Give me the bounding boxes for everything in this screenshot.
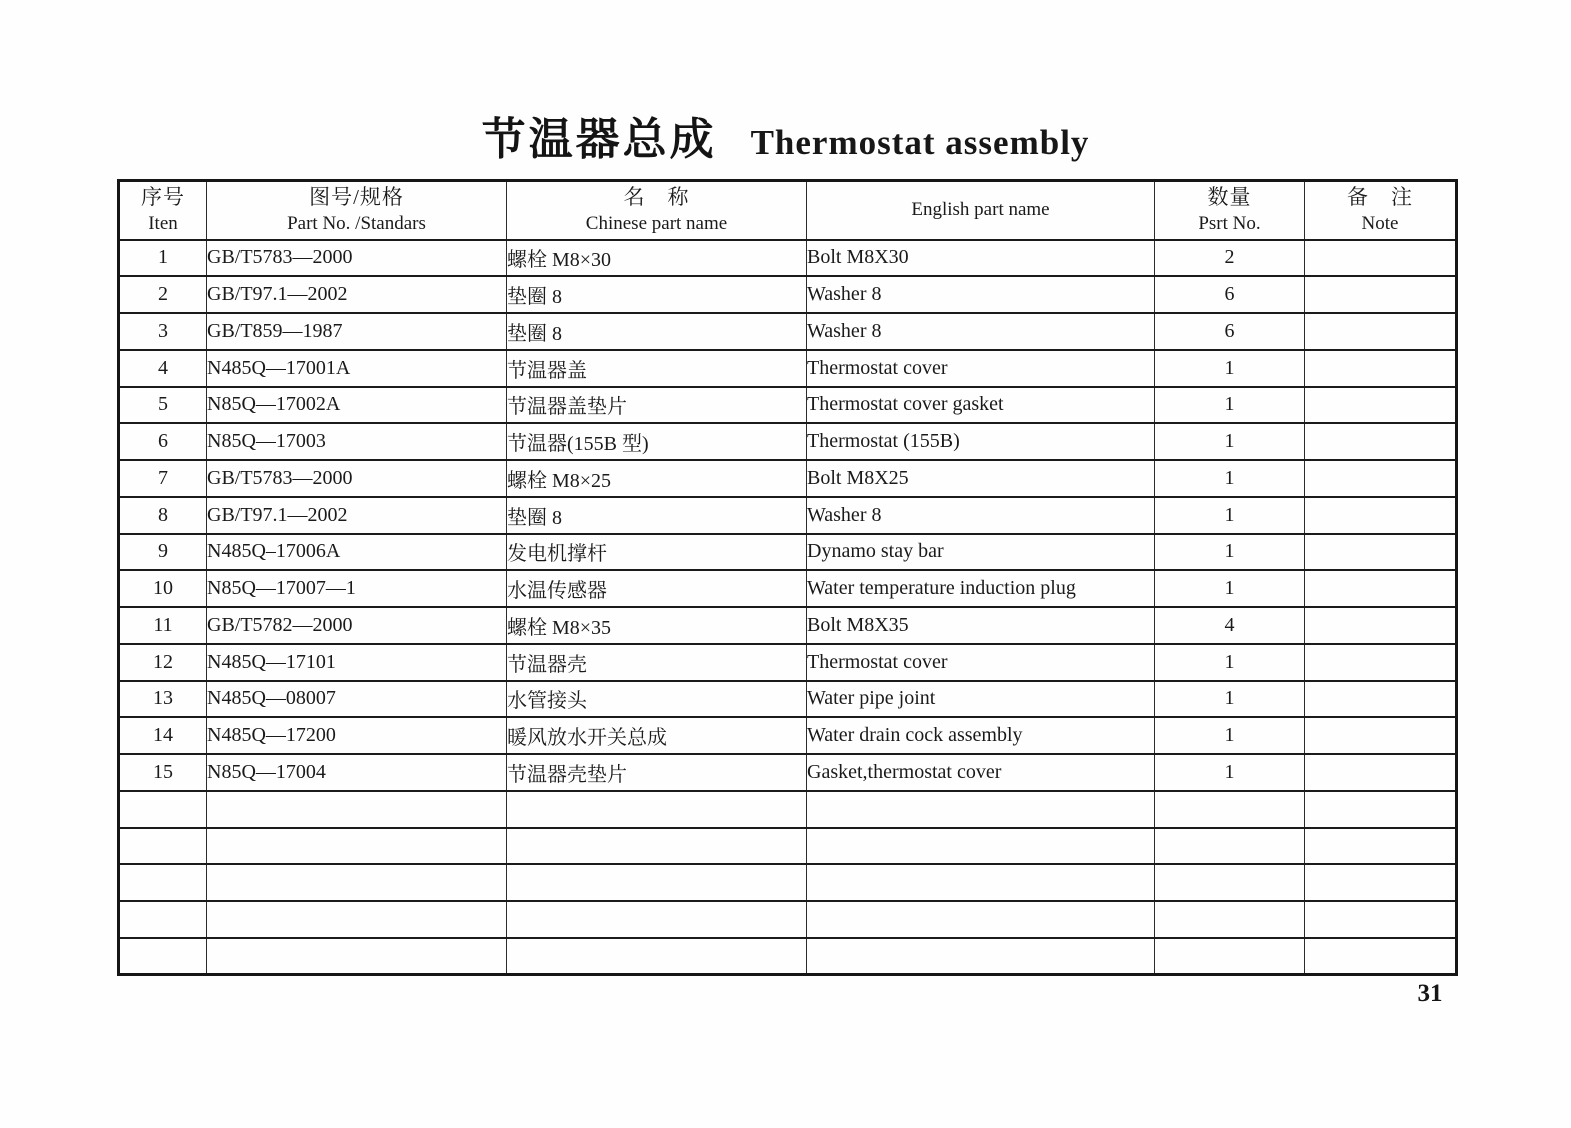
cell-chinese-name: 螺栓 M8×25: [507, 460, 807, 497]
cell-qty: 1: [1155, 350, 1305, 387]
cell-part-no: GB/T5783—2000: [207, 460, 507, 497]
page-title: [0, 115, 1571, 164]
cell-english-name: Dynamo stay bar: [807, 534, 1155, 571]
header-english-name: [807, 181, 1155, 240]
cell-english-name: Thermostat cover gasket: [807, 387, 1155, 424]
header-chinese-name-cn: 名 称: [623, 185, 690, 210]
cell-chinese-name: 节温器盖垫片: [507, 387, 807, 424]
cell-english-name: [807, 938, 1155, 975]
cell-chinese-name: 节温器(155B 型): [507, 423, 807, 460]
cell-english-name: Bolt M8X25: [807, 460, 1155, 497]
cell-note: [1305, 350, 1457, 387]
cell-note: [1305, 276, 1457, 313]
cell-chinese-name: 螺栓 M8×30: [507, 240, 807, 277]
cell-english-name: Water temperature induction plug: [807, 570, 1155, 607]
header-qty-en: Psrt No.: [1198, 212, 1261, 234]
header-part-no-en: Part No. /Standars: [287, 212, 426, 234]
cell-qty: 2: [1155, 240, 1305, 277]
header-row: [119, 181, 1457, 240]
table-row: [119, 570, 1457, 607]
header-note-en: Note: [1361, 212, 1399, 234]
cell-english-name: Bolt M8X35: [807, 607, 1155, 644]
cell-part-no: [207, 864, 507, 901]
cell-qty: [1155, 901, 1305, 938]
cell-item: 8: [119, 497, 207, 534]
cell-qty: 6: [1155, 313, 1305, 350]
table-header: [119, 181, 1457, 240]
header-item-cn: 序号: [141, 185, 185, 210]
table-row: [119, 240, 1457, 277]
cell-item: 5: [119, 387, 207, 424]
cell-english-name: Water pipe joint: [807, 681, 1155, 718]
table-row: [119, 497, 1457, 534]
cell-item: 10: [119, 570, 207, 607]
cell-chinese-name: [507, 791, 807, 828]
header-note-cn: 备 注: [1347, 185, 1413, 210]
cell-note: [1305, 681, 1457, 718]
cell-item: 3: [119, 313, 207, 350]
table-row: [119, 423, 1457, 460]
cell-part-no: N85Q—17003: [207, 423, 507, 460]
cell-note: [1305, 938, 1457, 975]
table-body: [119, 240, 1457, 975]
cell-qty: [1155, 864, 1305, 901]
cell-part-no: [207, 828, 507, 865]
cell-chinese-name: [507, 901, 807, 938]
table-row: [119, 754, 1457, 791]
cell-english-name: [807, 864, 1155, 901]
cell-part-no: [207, 901, 507, 938]
table-row: [119, 313, 1457, 350]
header-qty-cn: 数量: [1207, 185, 1252, 210]
header-part-no-cn: 图号/规格: [309, 185, 404, 210]
cell-note: [1305, 791, 1457, 828]
table-row-empty: [119, 901, 1457, 938]
cell-english-name: Water drain cock assembly: [807, 717, 1155, 754]
cell-part-no: [207, 938, 507, 975]
cell-part-no: GB/T5783—2000: [207, 240, 507, 277]
cell-part-no: GB/T97.1—2002: [207, 276, 507, 313]
cell-qty: [1155, 828, 1305, 865]
cell-item: [119, 828, 207, 865]
cell-english-name: Washer 8: [807, 497, 1155, 534]
cell-note: [1305, 313, 1457, 350]
header-qty: [1155, 181, 1305, 240]
cell-note: [1305, 754, 1457, 791]
table-row: [119, 644, 1457, 681]
cell-qty: 1: [1155, 497, 1305, 534]
cell-chinese-name: [507, 828, 807, 865]
cell-item: [119, 938, 207, 975]
cell-english-name: Washer 8: [807, 313, 1155, 350]
cell-item: 1: [119, 240, 207, 277]
table-row: [119, 607, 1457, 644]
cell-part-no: GB/T97.1—2002: [207, 497, 507, 534]
cell-item: 11: [119, 607, 207, 644]
cell-item: 12: [119, 644, 207, 681]
title-chinese: 节温器总成: [481, 115, 717, 164]
table-row-empty: [119, 938, 1457, 975]
cell-part-no: N85Q—17002A: [207, 387, 507, 424]
cell-qty: 1: [1155, 717, 1305, 754]
table-row: [119, 387, 1457, 424]
cell-qty: 1: [1155, 681, 1305, 718]
cell-note: [1305, 240, 1457, 277]
cell-part-no: N485Q–17006A: [207, 534, 507, 571]
cell-part-no: N485Q—08007: [207, 681, 507, 718]
cell-item: 4: [119, 350, 207, 387]
cell-chinese-name: 节温器壳: [507, 644, 807, 681]
cell-part-no: [207, 791, 507, 828]
cell-chinese-name: 水温传感器: [507, 570, 807, 607]
cell-item: [119, 791, 207, 828]
cell-qty: 1: [1155, 570, 1305, 607]
table-row-empty: [119, 864, 1457, 901]
cell-qty: [1155, 938, 1305, 975]
cell-part-no: GB/T5782—2000: [207, 607, 507, 644]
cell-qty: 6: [1155, 276, 1305, 313]
cell-note: [1305, 497, 1457, 534]
cell-part-no: N485Q—17101: [207, 644, 507, 681]
table-row: [119, 681, 1457, 718]
title-english: Thermostat assembly: [750, 123, 1090, 162]
cell-part-no: N85Q—17007—1: [207, 570, 507, 607]
cell-note: [1305, 534, 1457, 571]
header-chinese-name: [507, 181, 807, 240]
header-item: [119, 181, 207, 240]
cell-item: 14: [119, 717, 207, 754]
table-row-empty: [119, 828, 1457, 865]
cell-item: 2: [119, 276, 207, 313]
cell-note: [1305, 717, 1457, 754]
cell-chinese-name: 垫圈 8: [507, 313, 807, 350]
header-item-en: Iten: [148, 212, 178, 234]
page-number: 31: [1417, 980, 1443, 1007]
cell-chinese-name: [507, 938, 807, 975]
header-note: [1305, 181, 1457, 240]
cell-chinese-name: 水管接头: [507, 681, 807, 718]
cell-chinese-name: 节温器壳垫片: [507, 754, 807, 791]
cell-chinese-name: [507, 864, 807, 901]
cell-english-name: [807, 828, 1155, 865]
cell-note: [1305, 864, 1457, 901]
table-row: [119, 534, 1457, 571]
cell-qty: 1: [1155, 423, 1305, 460]
cell-english-name: Thermostat cover: [807, 350, 1155, 387]
cell-qty: 1: [1155, 644, 1305, 681]
cell-chinese-name: 螺栓 M8×35: [507, 607, 807, 644]
cell-english-name: Thermostat (155B): [807, 423, 1155, 460]
cell-english-name: Thermostat cover: [807, 644, 1155, 681]
cell-note: [1305, 570, 1457, 607]
cell-qty: 1: [1155, 460, 1305, 497]
header-part-no: [207, 181, 507, 240]
cell-chinese-name: 垫圈 8: [507, 276, 807, 313]
cell-part-no: N485Q—17001A: [207, 350, 507, 387]
cell-note: [1305, 387, 1457, 424]
cell-chinese-name: 暖风放水开关总成: [507, 717, 807, 754]
cell-item: 9: [119, 534, 207, 571]
cell-item: 13: [119, 681, 207, 718]
header-chinese-name-en: Chinese part name: [585, 212, 728, 234]
cell-english-name: [807, 791, 1155, 828]
cell-english-name: Gasket,thermostat cover: [807, 754, 1155, 791]
cell-part-no: GB/T859—1987: [207, 313, 507, 350]
cell-chinese-name: 垫圈 8: [507, 497, 807, 534]
cell-item: 6: [119, 423, 207, 460]
table-row: [119, 276, 1457, 313]
header-english-name-label: English part name: [911, 198, 1050, 220]
table-row: [119, 460, 1457, 497]
cell-note: [1305, 828, 1457, 865]
cell-part-no: N485Q—17200: [207, 717, 507, 754]
cell-qty: [1155, 791, 1305, 828]
table-row-empty: [119, 791, 1457, 828]
cell-note: [1305, 423, 1457, 460]
cell-part-no: N85Q—17004: [207, 754, 507, 791]
cell-note: [1305, 607, 1457, 644]
cell-item: 7: [119, 460, 207, 497]
cell-item: 15: [119, 754, 207, 791]
cell-english-name: [807, 901, 1155, 938]
cell-note: [1305, 460, 1457, 497]
table-row: [119, 350, 1457, 387]
table-row: [119, 717, 1457, 754]
cell-english-name: Bolt M8X30: [807, 240, 1155, 277]
cell-english-name: Washer 8: [807, 276, 1155, 313]
cell-item: [119, 864, 207, 901]
cell-chinese-name: 节温器盖: [507, 350, 807, 387]
cell-qty: 1: [1155, 534, 1305, 571]
cell-note: [1305, 901, 1457, 938]
cell-qty: 1: [1155, 754, 1305, 791]
parts-table: [117, 179, 1458, 976]
cell-item: [119, 901, 207, 938]
cell-qty: 1: [1155, 387, 1305, 424]
cell-note: [1305, 644, 1457, 681]
cell-qty: 4: [1155, 607, 1305, 644]
cell-chinese-name: 发电机撑杆: [507, 534, 807, 571]
